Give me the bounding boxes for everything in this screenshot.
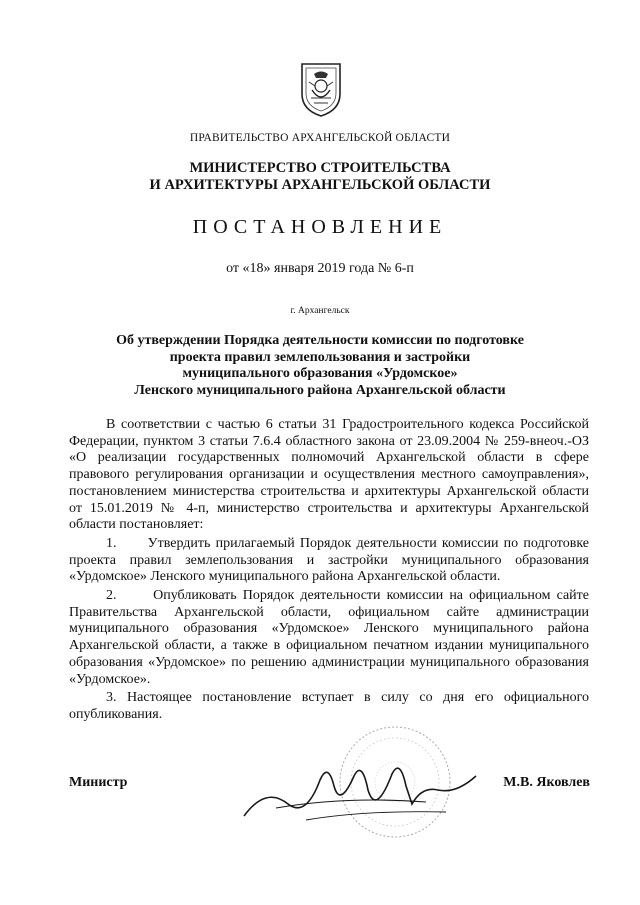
item-1-paragraph: 1. Утвердить прилагаемый Порядок деятельности комиссии по подготовке проекта правил землепользования и застройки муниципального образования «Урдомское» Ленского муниципального района Архангельской области. bbox=[69, 535, 589, 585]
title-line-4: Ленского муниципального района Архангельской области bbox=[134, 382, 506, 398]
handwritten-signature bbox=[236, 746, 486, 836]
document-body bbox=[69, 417, 589, 724]
government-name: ПРАВИТЕЛЬСТВО АРХАНГЕЛЬСКОЙ ОБЛАСТИ bbox=[189, 132, 451, 144]
item-2-paragraph: 2. Опубликовать Порядок деятельности комиссии на официальном сайте Правительства Архангельской области, официальном сайте администрации муниципального образования «Урдомское» Ленского муниципального района Архангельской области, а также в официальном печатном издании муниципального образования «Урдомское» по решению администрации муниципального образования «Урдомское». bbox=[69, 588, 589, 687]
document-title bbox=[60, 333, 580, 399]
signer-name: М.В. Яковлев bbox=[503, 775, 590, 790]
ministry-name bbox=[0, 160, 640, 194]
title-line-1: Об утверждении Порядка деятельности комиссии по подготовке bbox=[116, 333, 524, 348]
title-line-3: муниципального образования «Урдомское» bbox=[182, 366, 458, 381]
document-city: г. Архангельск bbox=[290, 306, 350, 316]
signer-title: Министр bbox=[69, 775, 128, 790]
document-type: ПОСТАНОВЛЕНИЕ bbox=[192, 216, 448, 238]
preamble-paragraph: В соответствии с частью 6 статьи 31 Градостроительного кодекса Российской Федерации, пунктом 3 статьи 7.6.4 областного закона от 23.09.2004 № 259-внеоч.-ОЗ «О реализации государственных полномочий Архангельской области в сфере правового регулирования организации и осуществления местного самоуправления», постановлением министерства строительства и архитектуры Архангельской области от 15.01.2019 № 4-п, министерство строительства и архитектуры Архангельской области постановляет: bbox=[69, 417, 589, 533]
document-date: от «18» января 2019 года № 6-п bbox=[226, 261, 414, 276]
title-line-2: проекта правил землепользования и застройки bbox=[169, 349, 471, 365]
item-3-paragraph: 3. Настоящее постановление вступает в силу со дня его официального опубликования. bbox=[69, 690, 589, 722]
ministry-line-2: И АРХИТЕКТУРЫ АРХАНГЕЛЬСКОЙ ОБЛАСТИ bbox=[149, 177, 491, 193]
ministry-line-1: МИНИСТЕРСТВО СТРОИТЕЛЬСТВА bbox=[189, 160, 451, 176]
coat-of-arms-emblem bbox=[300, 60, 342, 118]
